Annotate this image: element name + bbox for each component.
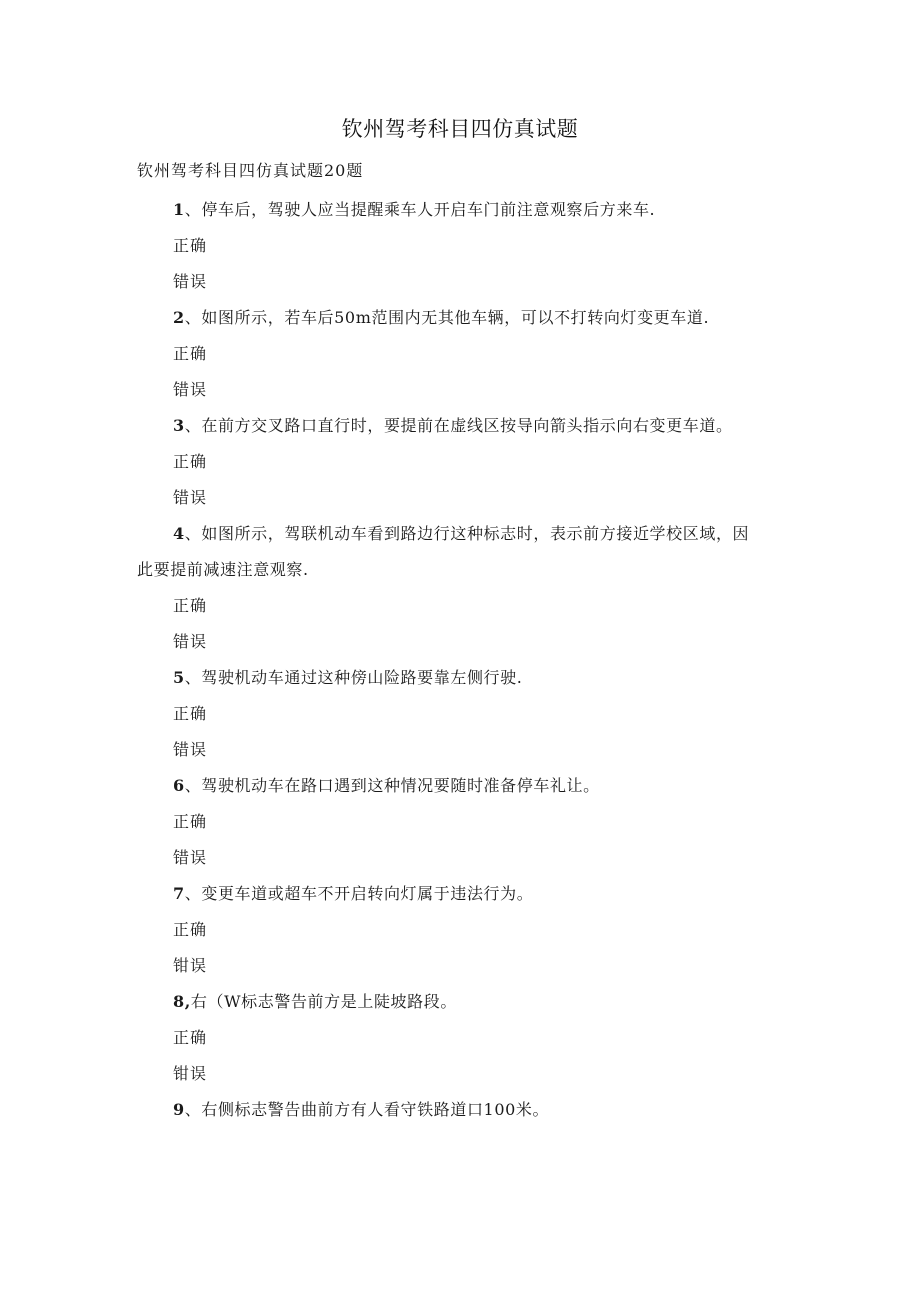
question-text: 在前方交叉路口直行时，要提前在虚线区按导向箭头指示向右变更车道。 [201, 416, 733, 435]
question-item [137, 768, 762, 804]
question-separator: 、 [184, 308, 202, 327]
answer-option[interactable]: 错误 [173, 488, 208, 507]
question-separator: 、 [184, 1100, 202, 1119]
question-text: 如图所示，若车后50m范围内无其他车辆，可以不打转向灯变更车道. [201, 308, 710, 327]
question-number: 9 [173, 1100, 185, 1119]
question-text: 变更车道或超车不开启转向灯属于违法行为。 [201, 884, 534, 903]
answer-option[interactable]: 正确 [173, 920, 208, 939]
question-number: 3 [173, 416, 185, 435]
question-text: 驾驶机动车通过这种傍山险路要靠左侧行驶. [201, 668, 523, 687]
document-subtitle: 钦州驾考科目四仿真试题20题 [137, 161, 364, 180]
question-item [137, 408, 762, 444]
question-text: 右侧标志警告曲前方有人看守铁路道口100米。 [201, 1100, 550, 1119]
question-separator: 、 [184, 200, 202, 219]
answer-option[interactable]: 正确 [173, 1028, 208, 1047]
answer-option[interactable]: 正确 [173, 596, 208, 615]
question-separator: 、 [184, 416, 202, 435]
answer-option[interactable]: 错误 [173, 380, 208, 399]
question-item [137, 192, 762, 228]
answer-option[interactable]: 正确 [173, 704, 208, 723]
question-item [137, 660, 762, 696]
answer-option[interactable]: 错误 [173, 272, 208, 291]
answer-option[interactable]: 错误 [173, 632, 208, 651]
question-text: 右（W标志警告前方是上陡坡路段。 [190, 992, 457, 1011]
answer-option[interactable]: 钳误 [173, 956, 208, 975]
question-separator: 、 [184, 776, 202, 795]
answer-option[interactable]: 错误 [173, 848, 208, 867]
question-number: 8, [173, 992, 191, 1011]
question-item [137, 876, 762, 912]
question-item [137, 984, 762, 1020]
question-separator: 、 [184, 524, 202, 543]
question-text: 如图所示，驾联机动车看到路边行这种标志时，表示前方接近学校区域，因此要提前减速注意观察. [137, 524, 750, 579]
answer-option[interactable]: 正确 [173, 452, 208, 471]
question-number: 4 [173, 524, 185, 543]
question-list [137, 192, 762, 1128]
question-separator: 、 [184, 884, 202, 903]
answer-option[interactable]: 错误 [173, 740, 208, 759]
question-number: 1 [173, 200, 185, 219]
question-separator: 、 [184, 668, 202, 687]
question-number: 6 [173, 776, 185, 795]
question-item [137, 300, 762, 336]
question-item [137, 1092, 762, 1128]
question-number: 5 [173, 668, 185, 687]
page-title: 钦州驾考科目四仿真试题 [341, 117, 579, 141]
question-text: 驾驶机动车在路口遇到这种情况要随时准备停车礼让。 [201, 776, 600, 795]
answer-option[interactable]: 正确 [173, 236, 208, 255]
question-text: 停车后，驾驶人应当提醒乘车人开启车门前注意观察后方来车. [201, 200, 656, 219]
question-number: 7 [173, 884, 185, 903]
question-number: 2 [173, 308, 185, 327]
question-item [137, 516, 762, 588]
answer-option[interactable]: 钳误 [173, 1064, 208, 1083]
answer-option[interactable]: 正确 [173, 812, 208, 831]
answer-option[interactable]: 正确 [173, 344, 208, 363]
